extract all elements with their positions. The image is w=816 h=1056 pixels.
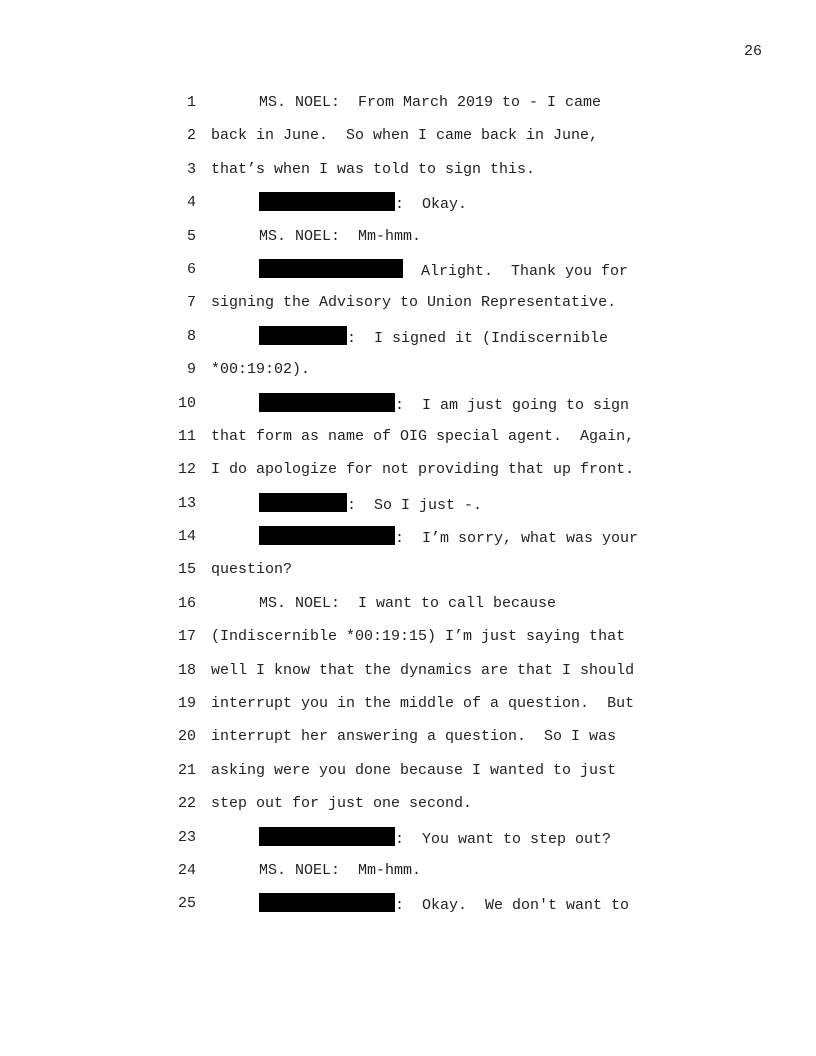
line-content: MS. NOEL: Mm-hmm. [259, 227, 422, 245]
transcript-line [0, 526, 816, 559]
line-text [259, 526, 638, 550]
line-number: 3 [186, 160, 196, 178]
line-content: MS. NOEL: From March 2019 to - I came [259, 94, 602, 111]
line-text [259, 893, 629, 917]
line-number: 12 [177, 461, 196, 479]
line-content: interrupt you in the middle of a question. But [211, 695, 635, 713]
line-text [211, 159, 535, 181]
transcript-line [0, 893, 816, 926]
line-content: question? [211, 561, 293, 579]
line-text [259, 827, 611, 851]
line-number: 2 [186, 127, 196, 145]
line-text [259, 326, 608, 350]
page-number: 26 [743, 43, 762, 60]
line-content: : Okay. We don't want to [395, 897, 630, 915]
line-number: 18 [177, 661, 196, 679]
line-number: 1 [186, 94, 196, 111]
transcript-line [0, 359, 816, 392]
line-number: 23 [177, 828, 196, 846]
line-content: *00:19:02). [211, 361, 311, 379]
transcript-line [0, 493, 816, 526]
transcript-line [0, 559, 816, 592]
line-text [259, 92, 601, 114]
line-text [259, 493, 482, 517]
redaction-box [259, 526, 395, 545]
line-text [211, 292, 616, 314]
transcript-line [0, 226, 816, 259]
line-number: 25 [177, 895, 196, 913]
transcript-line [0, 827, 816, 860]
line-text [259, 192, 467, 216]
line-number: 21 [177, 761, 196, 779]
redaction-box [259, 893, 395, 912]
line-number: 9 [186, 361, 196, 379]
line-text [211, 125, 598, 147]
line-number: 22 [177, 795, 196, 813]
line-text [211, 559, 292, 581]
transcript-lines [0, 92, 816, 927]
transcript-line [0, 726, 816, 759]
transcript-line [0, 393, 816, 426]
line-text [211, 693, 634, 715]
line-text [211, 726, 616, 748]
line-content: MS. NOEL: I want to call because [259, 594, 557, 612]
transcript-line [0, 459, 816, 492]
line-number: 24 [177, 861, 196, 879]
line-content: MS. NOEL: Mm-hmm. [259, 861, 422, 879]
transcript-line [0, 760, 816, 793]
transcript-line [0, 426, 816, 459]
transcript-line [0, 259, 816, 292]
line-number: 11 [177, 427, 196, 445]
transcript-line [0, 693, 816, 726]
line-content: back in June. So when I came back in June, [211, 127, 599, 145]
line-number: 4 [186, 194, 196, 212]
line-content: : Okay. [395, 196, 468, 214]
line-number: 6 [186, 260, 196, 278]
line-number: 7 [186, 294, 196, 312]
line-content: asking were you done because I wanted to just [211, 761, 617, 779]
transcript-line [0, 159, 816, 192]
redaction-box [259, 259, 403, 278]
transcript-line [0, 626, 816, 659]
transcript-line [0, 326, 816, 359]
line-number: 5 [186, 227, 196, 245]
line-number: 17 [177, 628, 196, 646]
transcript-line [0, 125, 816, 158]
transcript-line [0, 593, 816, 626]
line-content: interrupt her answering a question. So I was [211, 728, 617, 746]
line-text [259, 226, 421, 248]
redaction-box [259, 827, 395, 846]
line-content: well I know that the dynamics are that I should [211, 661, 635, 679]
line-text [259, 593, 556, 615]
line-number: 15 [177, 561, 196, 579]
line-text [211, 793, 472, 815]
line-text [211, 359, 310, 381]
line-content: that’s when I was told to sign this. [211, 160, 536, 178]
line-number: 13 [177, 494, 196, 512]
line-content: step out for just one second. [211, 795, 473, 813]
line-content: Alright. Thank you for [403, 262, 629, 280]
line-number: 20 [177, 728, 196, 746]
transcript-line [0, 860, 816, 893]
redaction-box [259, 192, 395, 211]
line-number: 19 [177, 695, 196, 713]
redaction-box [259, 493, 347, 512]
line-text [259, 860, 421, 882]
line-content: : You want to step out? [395, 830, 612, 848]
line-number: 8 [186, 327, 196, 345]
line-content: : So I just -. [347, 496, 483, 514]
line-text [211, 626, 625, 648]
line-content: : I am just going to sign [395, 396, 630, 414]
line-content: that form as name of OIG special agent. Again, [211, 427, 635, 445]
transcript-line [0, 92, 816, 125]
line-text [211, 760, 616, 782]
redaction-box [259, 326, 347, 345]
line-text [259, 259, 628, 283]
transcript-line [0, 292, 816, 325]
line-content: : I’m sorry, what was your [395, 530, 639, 548]
line-content: signing the Advisory to Union Representative. [211, 294, 617, 312]
redaction-box [259, 393, 395, 412]
line-text [211, 459, 634, 481]
line-content: : I signed it (Indiscernible [347, 329, 609, 347]
line-text [211, 660, 634, 682]
line-number: 10 [177, 394, 196, 412]
line-content: I do apologize for not providing that up front. [211, 461, 635, 479]
transcript-line [0, 192, 816, 225]
line-text [211, 426, 634, 448]
line-number: 16 [177, 594, 196, 612]
transcript-line [0, 793, 816, 826]
line-number: 14 [177, 528, 196, 546]
line-text [259, 393, 629, 417]
line-content: (Indiscernible *00:19:15) I’m just saying that [211, 628, 626, 646]
transcript-line [0, 660, 816, 693]
